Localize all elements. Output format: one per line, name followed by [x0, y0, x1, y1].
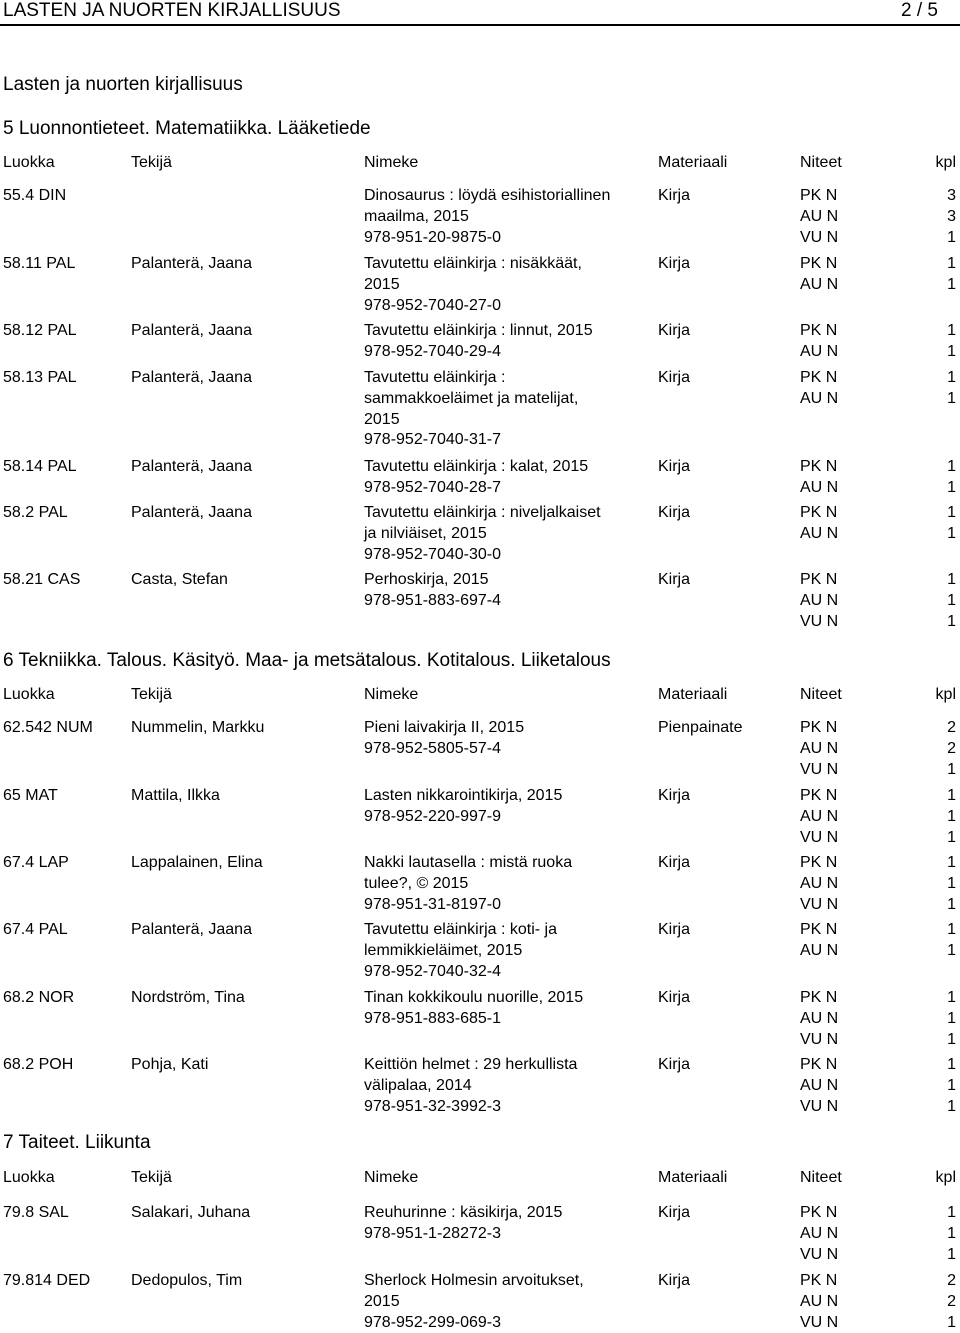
column-header-kpl: kpl	[935, 686, 956, 703]
row-materiaali: Kirja	[658, 504, 691, 521]
column-header-materiaali: Materiaali	[658, 1169, 728, 1186]
row-nimeke-line: Tavutettu eläinkirja : koti- ja	[364, 921, 557, 938]
row-luokka: 67.4 LAP	[3, 854, 69, 871]
row-nimeke-line: 978-952-7040-32-4	[364, 962, 501, 980]
row-nimeke-line: lemmikkieläimet, 2015	[364, 941, 523, 959]
row-tekija: Palanterä, Jaana	[131, 504, 252, 521]
row-nimeke-line: 2015	[364, 275, 400, 293]
row-niteet-location: PK N	[800, 989, 838, 1006]
row-materiaali: Kirja	[658, 255, 691, 272]
row-niteet-location: AU N	[800, 478, 839, 496]
row-niteet-location: PK N	[800, 571, 838, 588]
row-niteet-location: PK N	[800, 1056, 838, 1073]
row-kpl-count: 1	[947, 504, 956, 521]
row-materiaali: Kirja	[658, 854, 691, 871]
row-niteet-location: PK N	[800, 458, 838, 475]
row-nimeke-line: 978-951-883-685-1	[364, 1009, 501, 1027]
row-kpl-count: 1	[947, 921, 956, 938]
row-luokka: 62.542 NUM	[3, 719, 93, 736]
column-header-luokka: Luokka	[3, 1169, 55, 1186]
row-kpl-count: 1	[947, 895, 956, 913]
row-niteet-location: AU N	[800, 1076, 839, 1094]
row-kpl-count: 1	[947, 275, 956, 293]
row-nimeke-line: välipalaa, 2014	[364, 1076, 472, 1094]
row-luokka: 58.11 PAL	[3, 255, 76, 272]
row-nimeke-line: 978-952-7040-30-0	[364, 545, 501, 563]
row-kpl-count: 1	[947, 524, 956, 542]
row-luokka: 79.8 SAL	[3, 1204, 69, 1221]
column-header-kpl: kpl	[935, 154, 956, 171]
row-materiaali: Pienpainate	[658, 719, 743, 736]
row-tekija: Pohja, Kati	[131, 1056, 209, 1073]
row-nimeke-line: Dinosaurus : löydä esihistoriallinen	[364, 187, 611, 204]
row-niteet-location: VU N	[800, 760, 839, 778]
row-kpl-count: 1	[947, 1204, 956, 1221]
row-nimeke-line: 978-952-220-997-9	[364, 807, 501, 825]
column-header-niteet: Niteet	[800, 686, 842, 703]
row-tekija: Palanterä, Jaana	[131, 322, 252, 339]
row-niteet-location: PK N	[800, 255, 838, 272]
page-header-title: LASTEN JA NUORTEN KIRJALLISUUS	[3, 0, 341, 21]
row-niteet-location: PK N	[800, 787, 838, 804]
row-niteet-location: PK N	[800, 1204, 838, 1221]
row-materiaali: Kirja	[658, 1272, 691, 1289]
row-tekija: Palanterä, Jaana	[131, 921, 252, 938]
row-niteet-location: VU N	[800, 828, 839, 846]
row-kpl-count: 1	[947, 1030, 956, 1048]
row-kpl-count: 1	[947, 322, 956, 339]
column-header-tekija: Tekijä	[131, 686, 172, 703]
row-luokka: 68.2 NOR	[3, 989, 75, 1006]
row-kpl-count: 1	[947, 342, 956, 360]
row-niteet-location: PK N	[800, 187, 838, 204]
row-kpl-count: 1	[947, 369, 956, 386]
row-nimeke-line: 978-952-7040-29-4	[364, 342, 501, 360]
row-tekija: Nummelin, Markku	[131, 719, 265, 736]
row-kpl-count: 2	[947, 1292, 956, 1310]
row-nimeke-line: 978-951-20-9875-0	[364, 228, 501, 246]
row-nimeke-line: Reuhurinne : käsikirja, 2015	[364, 1204, 563, 1221]
row-nimeke-line: ja nilviäiset, 2015	[364, 524, 487, 542]
row-niteet-location: AU N	[800, 739, 839, 757]
row-kpl-count: 1	[947, 571, 956, 588]
column-header-kpl: kpl	[935, 1169, 956, 1186]
row-nimeke-line: 978-952-7040-31-7	[364, 431, 501, 449]
row-kpl-count: 1	[947, 1245, 956, 1263]
row-niteet-location: AU N	[800, 874, 839, 892]
row-tekija: Salakari, Juhana	[131, 1204, 251, 1221]
row-materiaali: Kirja	[658, 787, 691, 804]
row-kpl-count: 1	[947, 760, 956, 778]
row-niteet-location: PK N	[800, 322, 838, 339]
row-materiaali: Kirja	[658, 458, 691, 475]
row-kpl-count: 1	[947, 1224, 956, 1242]
column-header-nimeke: Nimeke	[364, 686, 419, 703]
row-niteet-location: VU N	[800, 1245, 839, 1263]
column-header-niteet: Niteet	[800, 1169, 842, 1186]
row-luokka: 58.12 PAL	[3, 322, 77, 339]
row-materiaali: Kirja	[658, 1056, 691, 1073]
row-nimeke-line: 978-952-5805-57-4	[364, 739, 501, 757]
document-heading: Lasten ja nuorten kirjallisuus	[3, 74, 243, 95]
row-materiaali: Kirja	[658, 989, 691, 1006]
row-kpl-count: 1	[947, 255, 956, 272]
row-niteet-location: VU N	[800, 1313, 839, 1331]
row-nimeke-line: Keittiön helmet : 29 herkullista	[364, 1056, 578, 1073]
row-nimeke-line: 2015	[364, 1292, 400, 1310]
row-kpl-count: 1	[947, 228, 956, 246]
column-header-materiaali: Materiaali	[658, 154, 728, 171]
row-luokka: 55.4 DIN	[3, 187, 67, 204]
row-nimeke-line: Tavutettu eläinkirja : niveljalkaiset	[364, 504, 601, 521]
row-materiaali: Kirja	[658, 369, 691, 386]
column-header-luokka: Luokka	[3, 686, 55, 703]
row-niteet-location: AU N	[800, 389, 839, 407]
row-niteet-location: VU N	[800, 1097, 839, 1115]
row-niteet-location: AU N	[800, 807, 839, 825]
row-kpl-count: 1	[947, 1009, 956, 1027]
row-kpl-count: 1	[947, 1076, 956, 1094]
row-nimeke-line: 978-951-32-3992-3	[364, 1097, 501, 1115]
column-header-tekija: Tekijä	[131, 154, 172, 171]
row-nimeke-line: Nakki lautasella : mistä ruoka	[364, 854, 573, 871]
row-nimeke-line: Tavutettu eläinkirja :	[364, 369, 506, 386]
row-kpl-count: 1	[947, 941, 956, 959]
row-nimeke-line: Tavutettu eläinkirja : linnut, 2015	[364, 322, 593, 339]
row-nimeke-line: Pieni laivakirja II, 2015	[364, 719, 525, 736]
row-materiaali: Kirja	[658, 571, 691, 588]
row-materiaali: Kirja	[658, 187, 691, 204]
row-kpl-count: 2	[947, 719, 956, 736]
row-nimeke-line: 978-951-31-8197-0	[364, 895, 501, 913]
row-nimeke-line: Lasten nikkarointikirja, 2015	[364, 787, 563, 804]
row-luokka: 68.2 POH	[3, 1056, 74, 1073]
column-header-nimeke: Nimeke	[364, 154, 419, 171]
row-nimeke-line: 978-952-7040-28-7	[364, 478, 501, 496]
row-niteet-location: AU N	[800, 1292, 839, 1310]
row-kpl-count: 2	[947, 1272, 956, 1289]
row-materiaali: Kirja	[658, 921, 691, 938]
row-kpl-count: 1	[947, 1097, 956, 1115]
row-niteet-location: VU N	[800, 612, 839, 630]
row-niteet-location: PK N	[800, 1272, 838, 1289]
row-niteet-location: PK N	[800, 854, 838, 871]
row-niteet-location: PK N	[800, 504, 838, 521]
row-tekija: Casta, Stefan	[131, 571, 228, 588]
row-nimeke-line: maailma, 2015	[364, 207, 469, 225]
row-tekija: Dedopulos, Tim	[131, 1272, 243, 1289]
row-kpl-count: 1	[947, 478, 956, 496]
row-niteet-location: AU N	[800, 275, 839, 293]
row-materiaali: Kirja	[658, 322, 691, 339]
row-niteet-location: VU N	[800, 1030, 839, 1048]
row-nimeke-line: Tinan kokkikoulu nuorille, 2015	[364, 989, 584, 1006]
row-luokka: 79.814 DED	[3, 1272, 91, 1289]
row-nimeke-line: 2015	[364, 410, 400, 428]
row-luokka: 58.13 PAL	[3, 369, 77, 386]
row-tekija: Palanterä, Jaana	[131, 369, 252, 386]
row-niteet-location: AU N	[800, 941, 839, 959]
row-materiaali: Kirja	[658, 1204, 691, 1221]
column-header-tekija: Tekijä	[131, 1169, 172, 1186]
row-niteet-location: AU N	[800, 1009, 839, 1027]
row-nimeke-line: 978-952-7040-27-0	[364, 296, 501, 314]
column-header-niteet: Niteet	[800, 154, 842, 171]
row-nimeke-line: tulee?, © 2015	[364, 874, 469, 892]
row-nimeke-line: Tavutettu eläinkirja : kalat, 2015	[364, 458, 589, 475]
section-title: 6 Tekniikka. Talous. Käsityö. Maa- ja metsätalous. Kotitalous. Liiketalous	[3, 650, 611, 671]
row-kpl-count: 1	[947, 458, 956, 475]
column-header-materiaali: Materiaali	[658, 686, 728, 703]
row-niteet-location: AU N	[800, 342, 839, 360]
row-kpl-count: 2	[947, 739, 956, 757]
row-nimeke-line: 978-951-883-697-4	[364, 591, 501, 609]
row-nimeke-line: 978-951-1-28272-3	[364, 1224, 501, 1242]
row-niteet-location: AU N	[800, 207, 839, 225]
row-kpl-count: 1	[947, 874, 956, 892]
section-title: 7 Taiteet. Liikunta	[3, 1132, 151, 1153]
row-kpl-count: 1	[947, 591, 956, 609]
row-kpl-count: 1	[947, 989, 956, 1006]
row-kpl-count: 1	[947, 854, 956, 871]
row-niteet-location: VU N	[800, 228, 839, 246]
row-kpl-count: 3	[947, 187, 956, 204]
row-nimeke-line: Sherlock Holmesin arvoitukset,	[364, 1272, 584, 1289]
row-niteet-location: AU N	[800, 1224, 839, 1242]
row-tekija: Mattila, Ilkka	[131, 787, 220, 804]
row-tekija: Nordström, Tina	[131, 989, 245, 1006]
row-kpl-count: 1	[947, 612, 956, 630]
row-kpl-count: 1	[947, 1056, 956, 1073]
row-niteet-location: PK N	[800, 719, 838, 736]
row-nimeke-line: sammakkoeläimet ja matelijat,	[364, 389, 579, 407]
row-tekija: Palanterä, Jaana	[131, 255, 252, 272]
row-nimeke-line: Perhoskirja, 2015	[364, 571, 489, 588]
row-niteet-location: PK N	[800, 921, 838, 938]
row-niteet-location: AU N	[800, 591, 839, 609]
row-kpl-count: 1	[947, 1313, 956, 1331]
row-niteet-location: PK N	[800, 369, 838, 386]
row-niteet-location: AU N	[800, 524, 839, 542]
row-kpl-count: 1	[947, 807, 956, 825]
column-header-luokka: Luokka	[3, 154, 55, 171]
row-luokka: 58.21 CAS	[3, 571, 81, 588]
row-luokka: 58.2 PAL	[3, 504, 68, 521]
row-niteet-location: VU N	[800, 895, 839, 913]
row-tekija: Lappalainen, Elina	[131, 854, 263, 871]
row-tekija: Palanterä, Jaana	[131, 458, 252, 475]
row-kpl-count: 3	[947, 207, 956, 225]
row-kpl-count: 1	[947, 389, 956, 407]
row-nimeke-line: 978-952-299-069-3	[364, 1313, 501, 1331]
row-kpl-count: 1	[947, 787, 956, 804]
row-luokka: 67.4 PAL	[3, 921, 68, 938]
row-luokka: 58.14 PAL	[3, 458, 77, 475]
section-title: 5 Luonnontieteet. Matematiikka. Lääketiede	[3, 118, 371, 139]
row-nimeke-line: Tavutettu eläinkirja : nisäkkäät,	[364, 255, 582, 272]
row-luokka: 65 MAT	[3, 787, 58, 804]
column-header-nimeke: Nimeke	[364, 1169, 419, 1186]
row-kpl-count: 1	[947, 828, 956, 846]
page-number: 2 / 5	[901, 0, 938, 21]
